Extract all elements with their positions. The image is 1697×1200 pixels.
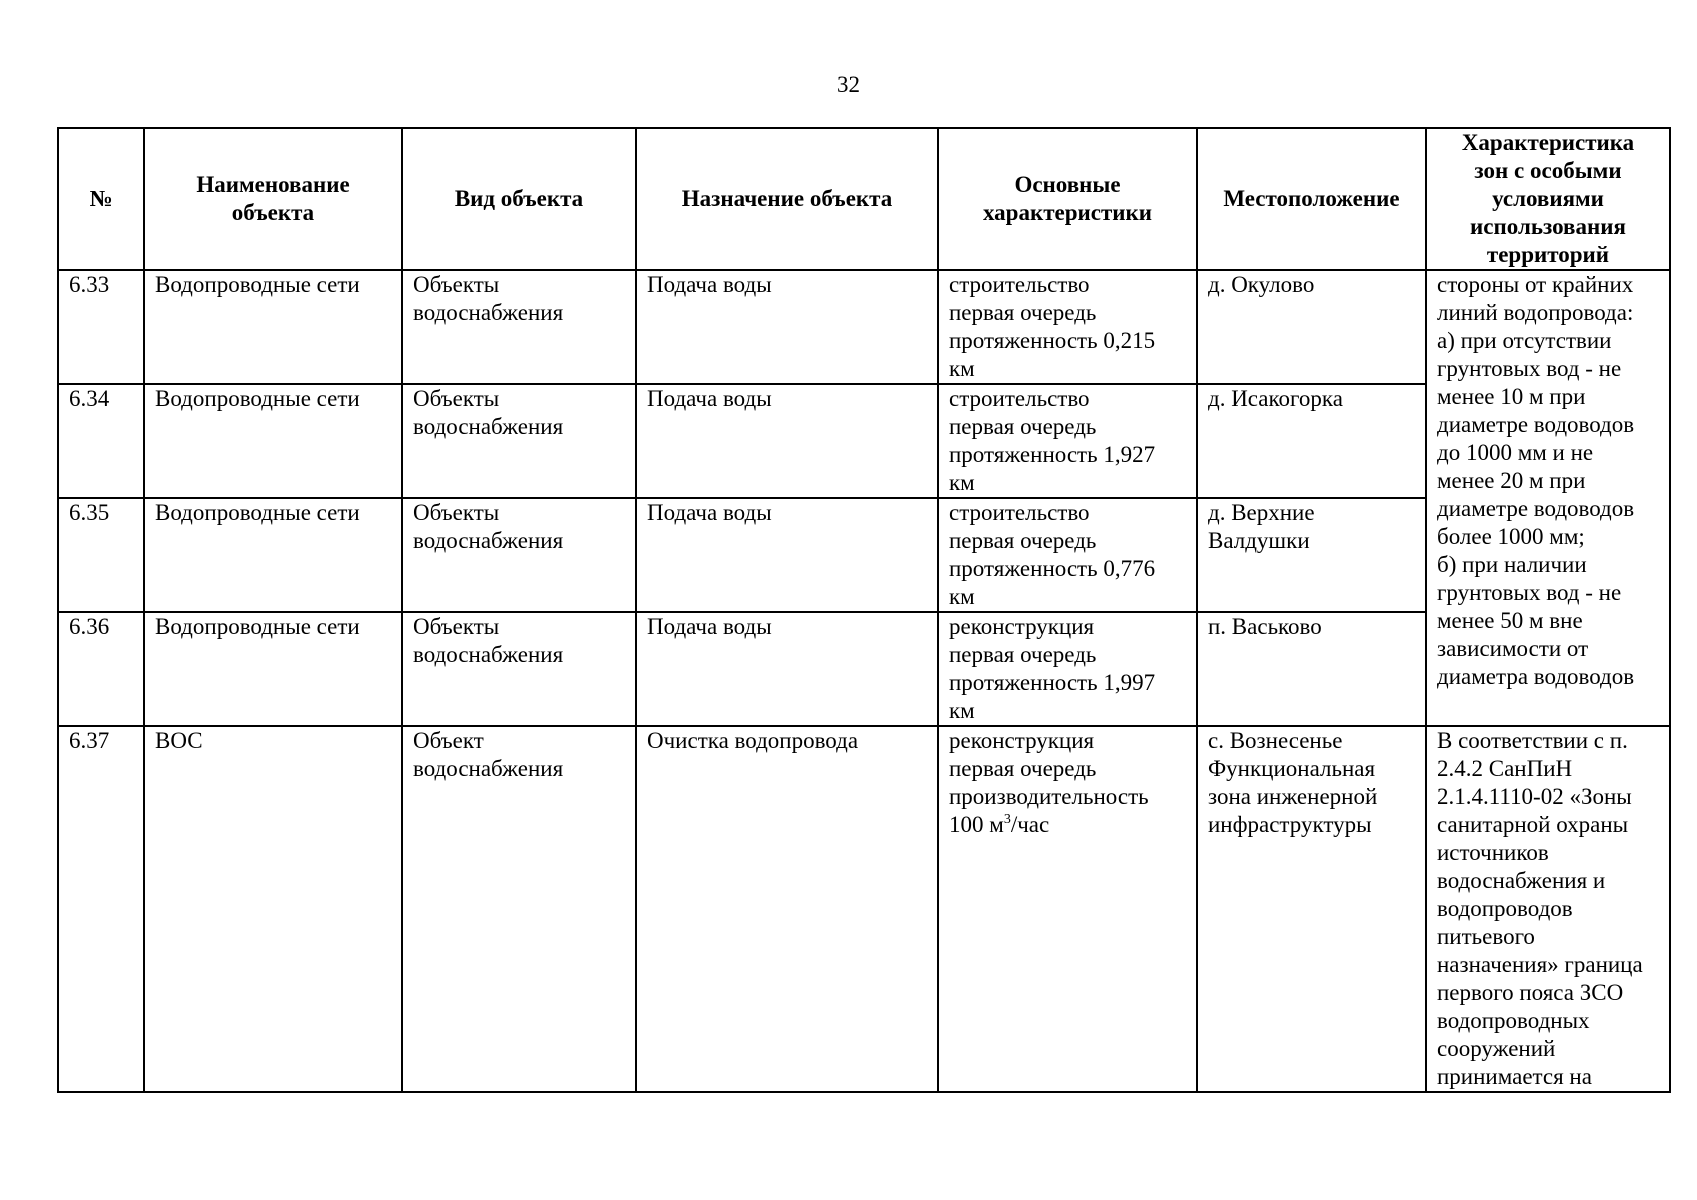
table-header-row <box>58 128 1670 270</box>
cell-specs <box>938 726 1197 1092</box>
page-number: 32 <box>837 72 860 97</box>
cell-name: Водопроводные сети <box>144 384 402 498</box>
cell-kind: Объект водоснабжения <box>402 726 636 1092</box>
col-header-location: Местоположение <box>1197 128 1426 270</box>
col-header-kind: Вид объекта <box>402 128 636 270</box>
cell-zone-merged: стороны от крайних линий водопровода: а) при отсутствии грунтовых вод - не менее 10 м при диаметре водоводов до 1000 мм и не менее 20 м при диаметре водоводов более 1000 мм; б) при наличии грунтовых вод - не менее 50 м вне зависимости от диаметра водоводов <box>1426 270 1670 726</box>
cell-purpose: Подача воды <box>636 270 938 384</box>
cell-number: 6.34 <box>58 384 144 498</box>
cell-number: 6.35 <box>58 498 144 612</box>
cell-location: д. Верхние Валдушки <box>1197 498 1426 612</box>
cell-kind: Объекты водоснабжения <box>402 270 636 384</box>
unit-exponent: 3 <box>1003 812 1011 827</box>
cell-name: Водопроводные сети <box>144 498 402 612</box>
specs-value: 100 $м^3$/час <box>949 812 1050 837</box>
col-header-purpose: Назначение объекта <box>636 128 938 270</box>
cell-name: Водопроводные сети <box>144 270 402 384</box>
table-row <box>58 270 1670 384</box>
cell-purpose: Подача воды <box>636 498 938 612</box>
cell-purpose: Подача воды <box>636 612 938 726</box>
cell-kind: Объекты водоснабжения <box>402 384 636 498</box>
objects-table <box>57 127 1671 1093</box>
cell-number: 6.37 <box>58 726 144 1092</box>
cell-kind: Объекты водоснабжения <box>402 612 636 726</box>
cell-specs: строительство первая очередь протяженность 0,776 км <box>938 498 1197 612</box>
cell-specs: строительство первая очередь протяженность 0,215 км <box>938 270 1197 384</box>
table-row <box>58 726 1670 1092</box>
cell-location: с. Вознесенье Функциональная зона инженерной инфраструктуры <box>1197 726 1426 1092</box>
cell-purpose: Очистка водопровода <box>636 726 938 1092</box>
cell-specs: строительство первая очередь протяженность 1,927 км <box>938 384 1197 498</box>
cell-number: 6.33 <box>58 270 144 384</box>
specs-lines: реконструкция первая очередь производительность <box>949 728 1149 809</box>
cell-location: д. Исакогорка <box>1197 384 1426 498</box>
cell-name: ВОС <box>144 726 402 1092</box>
cell-location: п. Васьково <box>1197 612 1426 726</box>
cell-kind: Объекты водоснабжения <box>402 498 636 612</box>
cell-name: Водопроводные сети <box>144 612 402 726</box>
col-header-specs: Основные характеристики <box>938 128 1197 270</box>
col-header-zone: Характеристика зон с особыми условиями использования территорий <box>1426 128 1670 270</box>
col-header-number: № <box>58 128 144 270</box>
cell-purpose: Подача воды <box>636 384 938 498</box>
cell-location: д. Окулово <box>1197 270 1426 384</box>
cell-specs: реконструкция первая очередь протяженность 1,997 км <box>938 612 1197 726</box>
cell-zone: В соответствии с п. 2.4.2 СанПиН 2.1.4.1110-02 «Зоны санитарной охраны источников водоснабжения и водопроводов питьевого назначения» граница первого пояса ЗСО водопроводных сооружений принимается на <box>1426 726 1670 1092</box>
cell-number: 6.36 <box>58 612 144 726</box>
col-header-name: Наименование объекта <box>144 128 402 270</box>
